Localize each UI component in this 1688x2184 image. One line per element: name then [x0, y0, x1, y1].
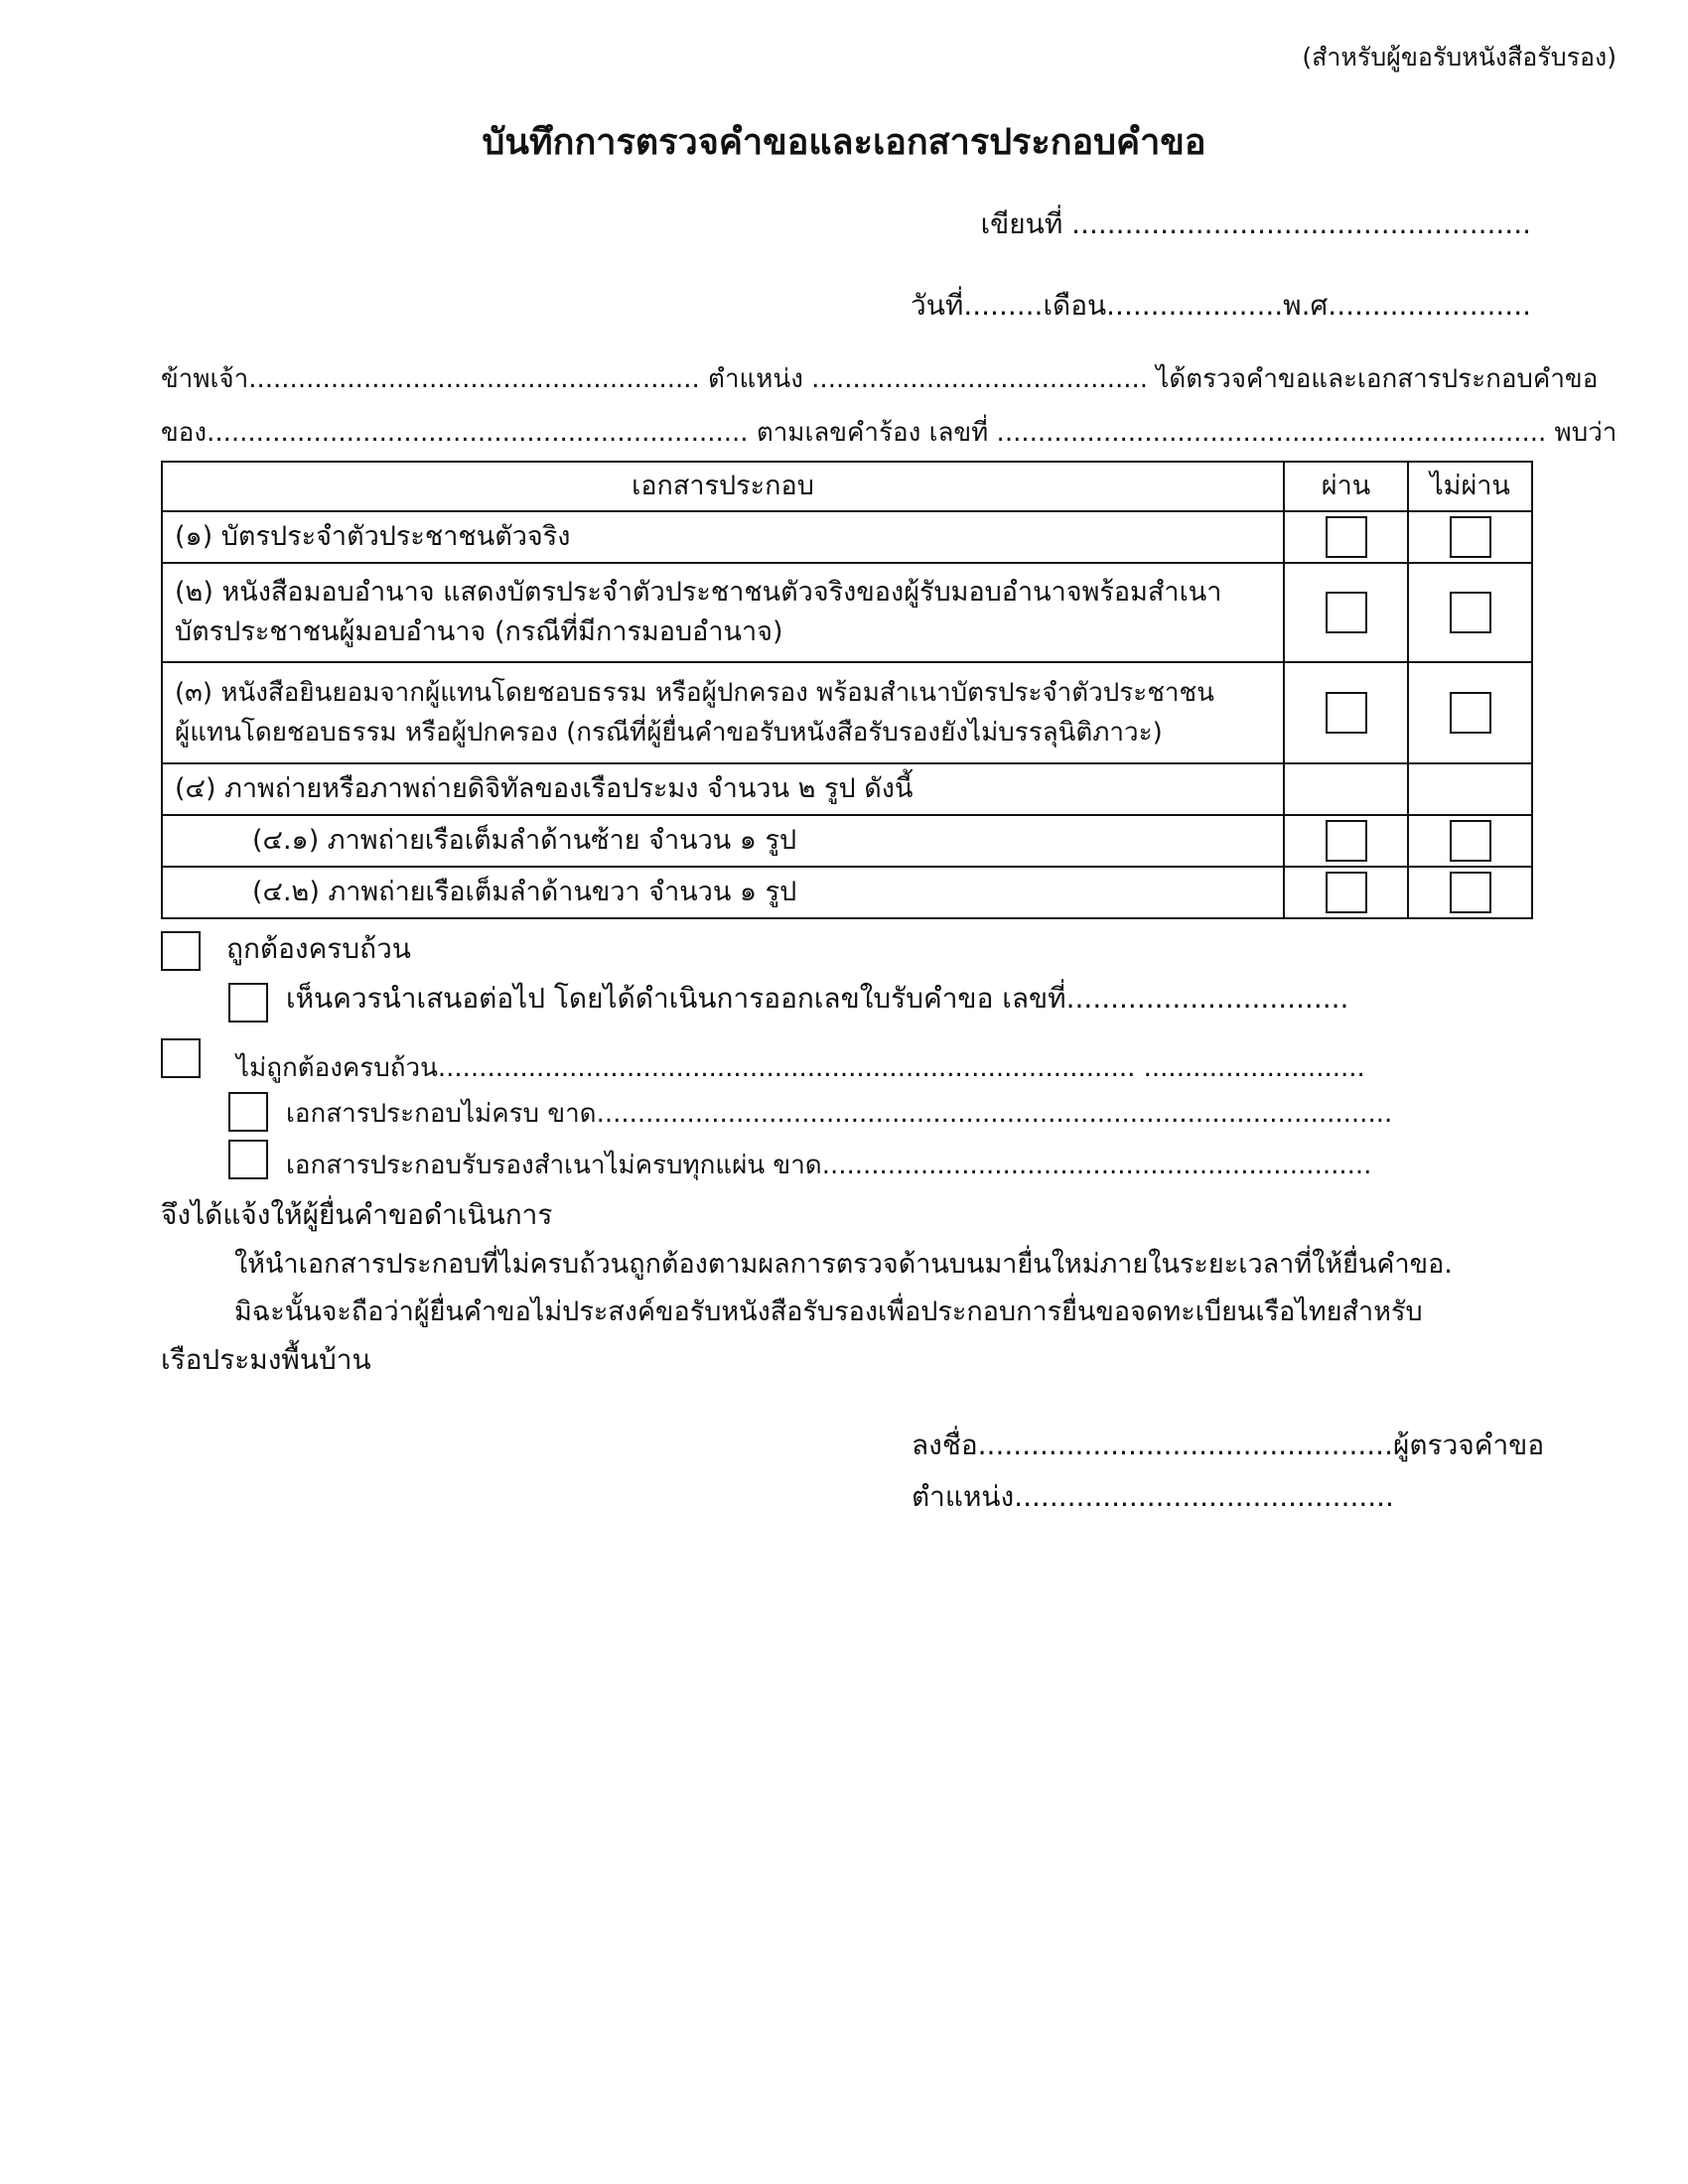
- correct-checkbox[interactable]: [161, 931, 201, 971]
- doc-item-4: (๔) ภาพถ่ายหรือภาพถ่ายดิจิทัลของเรือประมง จำนวน ๒ รูป ดังนี้: [162, 763, 1284, 815]
- pass-checkbox-4-2[interactable]: [1326, 872, 1367, 913]
- header-note: (สำหรับผู้ขอรับหนังสือรับรอง): [1302, 43, 1617, 71]
- missing-docs-checkbox[interactable]: [228, 1092, 268, 1132]
- incorrect-checkbox[interactable]: [161, 1038, 201, 1078]
- table-row: [162, 511, 1532, 563]
- missing-certify-label: เอกสารประกอบรับรองสำเนาไม่ครบทุกแผ่น ขาด...................................................................: [286, 1151, 1372, 1180]
- doc-item-4-1: (๔.๑) ภาพถ่ายเรือเต็มลำด้านซ้าย จำนวน ๑ รูป: [162, 815, 1284, 867]
- pass-checkbox-3[interactable]: [1326, 692, 1367, 734]
- fail-checkbox-4-1[interactable]: [1450, 820, 1491, 862]
- doc-item-2: (๒) หนังสือมอบอำนาจ แสดงบัตรประจำตัวประชาชนตัวจริงของผู้รับมอบอำนาจพร้อมสำเนา: [175, 577, 1222, 608]
- col-fail-header: ไม่ผ่าน: [1408, 462, 1532, 511]
- fail-checkbox-3[interactable]: [1450, 692, 1491, 734]
- doc-item-3-cont: ผู้แทนโดยชอบธรรม หรือผู้ปกครอง (กรณีที่ผู้ยื่นคำขอรับหนังสือรับรองยังไม่บรรลุนิติภาวะ): [175, 718, 1163, 748]
- incorrect-label: ไม่ถูกต้องครบถ้วน..................................................................................... ...........................: [236, 1053, 1365, 1083]
- instruction-paragraph-2-cont: เรือประมงพื้นบ้าน: [161, 1343, 371, 1376]
- correct-label: ถูกต้องครบถ้วน: [226, 932, 411, 965]
- doc-item-1: (๑) บัตรประจำตัวประชาชนตัวจริง: [162, 511, 1284, 563]
- forward-checkbox[interactable]: [228, 983, 268, 1023]
- fail-checkbox-1[interactable]: [1450, 516, 1491, 558]
- pass-checkbox-4-1[interactable]: [1326, 820, 1367, 862]
- table-row: [162, 662, 1532, 763]
- document-checklist-table: [161, 461, 1533, 919]
- pass-checkbox-1[interactable]: [1326, 516, 1367, 558]
- col-doc-header: เอกสารประกอบ: [162, 462, 1284, 511]
- missing-certify-checkbox[interactable]: [228, 1140, 268, 1179]
- col-pass-header: ผ่าน: [1284, 462, 1408, 511]
- table-header: [162, 462, 1532, 511]
- position-field[interactable]: ตำแหน่ง...........................................: [912, 1480, 1394, 1513]
- officer-line[interactable]: ข้าพเจ้า....................................................... ตำแหน่ง ......................................... ได้ตรวจคำขอและเอกสารประกอบคำขอ: [161, 364, 1599, 394]
- fail-checkbox-2[interactable]: [1450, 592, 1491, 633]
- doc-item-2-cont: บัตรประชาชนผู้มอบอำนาจ (กรณีที่มีการมอบอำนาจ): [175, 616, 783, 647]
- notice-text: จึงได้แจ้งให้ผู้ยื่นคำขอดำเนินการ: [161, 1198, 553, 1231]
- pass-checkbox-2[interactable]: [1326, 592, 1367, 633]
- instruction-paragraph-1: ให้นำเอกสารประกอบที่ไม่ครบถ้วนถูกต้องตามผลการตรวจด้านบนมายื่นใหม่ภายในระยะเวลาที่ให้ยื่นคำขอ.: [234, 1249, 1453, 1280]
- page-title: บันทึกการตรวจคำขอและเอกสารประกอบคำขอ: [482, 122, 1206, 163]
- table-row: [162, 815, 1532, 867]
- written-at-field[interactable]: เขียนที่ ....................................................: [980, 207, 1531, 240]
- date-field[interactable]: วันที่.........เดือน....................พ.ศ.......................: [911, 289, 1531, 322]
- signature-field[interactable]: ลงชื่อ...............................................ผู้ตรวจคำขอ: [912, 1429, 1545, 1461]
- missing-docs-label: เอกสารประกอบไม่ครบ ขาด.................................................................................................: [286, 1099, 1393, 1129]
- applicant-line[interactable]: ของ.................................................................. ตามเลขคำร้อง เลขที่ ................................................................... พบว่า: [161, 418, 1618, 448]
- instruction-paragraph-2: มิฉะนั้นจะถือว่าผู้ยื่นคำขอไม่ประสงค์ขอรับหนังสือรับรองเพื่อประกอบการยื่นขอจดทะเบียนเรือไทยสำหรับ: [234, 1297, 1423, 1327]
- table-row: [162, 867, 1532, 918]
- table-row: [162, 763, 1532, 815]
- doc-item-3: (๓) หนังสือยินยอมจากผู้แทนโดยชอบธรรม หรือผู้ปกครอง พร้อมสำเนาบัตรประจำตัวประชาชน: [175, 678, 1214, 708]
- doc-item-4-2: (๔.๒) ภาพถ่ายเรือเต็มลำด้านขวา จำนวน ๑ รูป: [162, 867, 1284, 918]
- fail-checkbox-4-2[interactable]: [1450, 872, 1491, 913]
- table-row: [162, 563, 1532, 662]
- forward-label: เห็นควรนำเสนอต่อไป โดยได้ดำเนินการออกเลขใบรับคำขอ เลขที่................................: [286, 982, 1349, 1015]
